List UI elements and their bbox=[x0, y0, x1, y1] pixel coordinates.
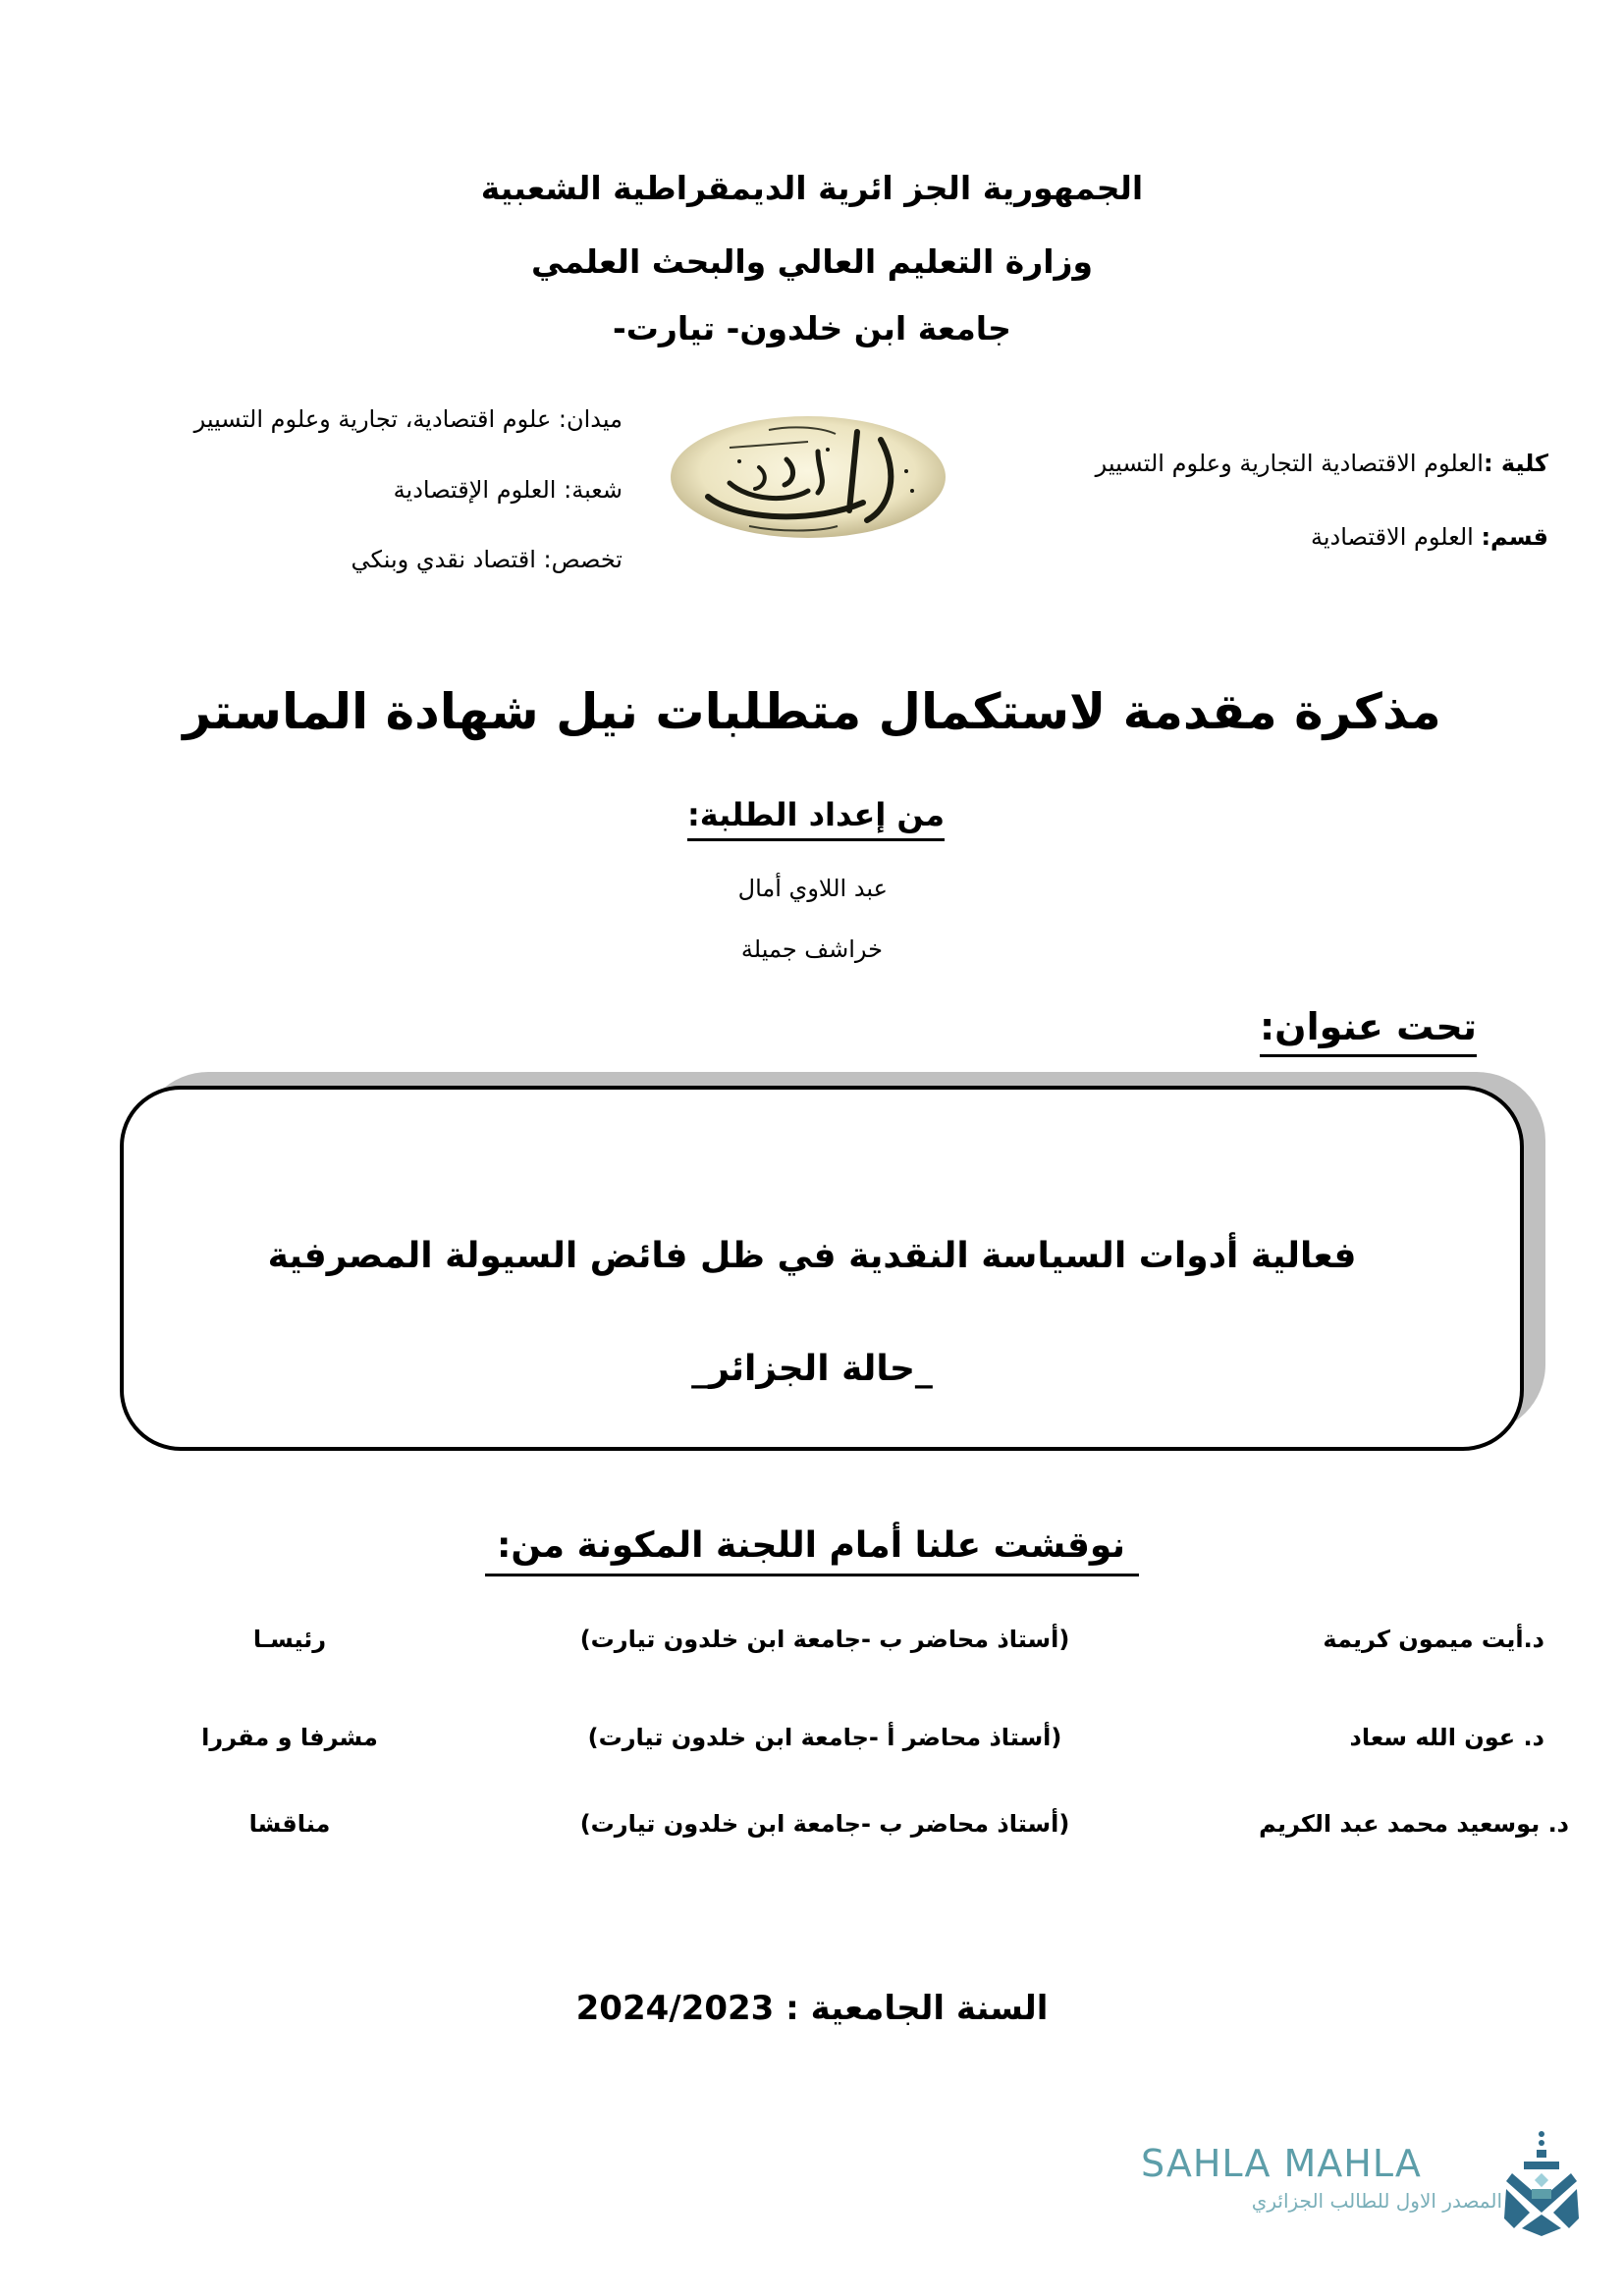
university-name: جامعة ابن خلدون- تيارت- bbox=[613, 309, 1011, 347]
member-name: د. بوسعيد محمد عبد الكريم bbox=[1259, 1810, 1569, 1838]
faculty-info bbox=[1096, 447, 1548, 480]
sahla-mahla-emblem-icon bbox=[1502, 2130, 1581, 2238]
students-heading-text: من إعداد الطلبة: bbox=[687, 793, 945, 841]
branch-label: شعبة: bbox=[564, 476, 623, 504]
field-label: ميدان: bbox=[558, 405, 623, 433]
member-rank: (أستاذ محاضر ب -جامعة ابن خلدون تيارت) bbox=[579, 1810, 1070, 1838]
specialty-info bbox=[351, 543, 623, 576]
specialty-value: اقتصاد نقدي وبنكي bbox=[351, 546, 544, 573]
department-label: قسم: bbox=[1481, 523, 1548, 551]
sahla-mahla-watermark bbox=[1129, 2130, 1581, 2238]
memoir-title: مذكرة مقدمة لاستكمال متطلبات نيل شهادة الماستر bbox=[183, 683, 1441, 740]
member-role: مشرفا و مقررا bbox=[201, 1724, 378, 1751]
department-value: العلوم الاقتصادية bbox=[1310, 523, 1482, 551]
member-role: رئيسـا bbox=[252, 1626, 327, 1653]
member-name: د. عون الله سعاد bbox=[1349, 1724, 1544, 1751]
academic-year bbox=[0, 1985, 1624, 2032]
faculty-label: كلية : bbox=[1483, 450, 1548, 477]
branch-info bbox=[394, 473, 623, 507]
department-info bbox=[1311, 520, 1548, 554]
committee-member-row bbox=[0, 1806, 1624, 1845]
thesis-heading bbox=[1260, 1001, 1477, 1057]
student-name: عبد اللاوي أمال bbox=[737, 875, 888, 902]
field-info bbox=[194, 402, 623, 436]
member-name: د.أيت ميمون كريمة bbox=[1323, 1626, 1544, 1653]
committee-heading bbox=[0, 1522, 1624, 1576]
committee-member-row bbox=[0, 1720, 1624, 1759]
member-rank: (أستاذ محاضر أ -جامعة ابن خلدون تيارت) bbox=[587, 1724, 1062, 1751]
academic-year-value: 2024/2023 bbox=[575, 1989, 775, 2028]
thesis-title-line-2: _حالة الجزائر_ bbox=[691, 1349, 933, 1389]
brand-tagline: المصدر الاول للطالب الجزائري bbox=[1251, 2189, 1502, 2213]
ministry-name: وزارة التعليم العالي والبحث العلمي bbox=[530, 242, 1094, 281]
brand-name: SAHLA MAHLA bbox=[1141, 2142, 1422, 2185]
committee-member-row bbox=[0, 1622, 1624, 1661]
faculty-value: العلوم الاقتصادية التجارية وعلوم التسيير bbox=[1095, 450, 1484, 477]
students-heading bbox=[0, 793, 1624, 841]
thesis-heading-text: تحت عنوان: bbox=[1260, 1001, 1477, 1057]
committee-heading-text: نوقشت علنا أمام اللجنة المكونة من: bbox=[485, 1522, 1139, 1576]
thesis-title-line-1: فعالية أدوات السياسة النقدية في ظل فائض السيولة المصرفية bbox=[267, 1236, 1357, 1276]
branch-value: العلوم الإقتصادية bbox=[393, 476, 565, 504]
academic-year-label: السنة الجامعية : bbox=[774, 1989, 1049, 2028]
specialty-label: تخصص: bbox=[543, 546, 623, 573]
student-name: خراشف جميلة bbox=[740, 935, 883, 963]
university-seal-icon bbox=[671, 412, 946, 540]
member-role: مناقشا bbox=[248, 1810, 331, 1838]
member-rank: (أستاذ محاضر ب -جامعة ابن خلدون تيارت) bbox=[579, 1626, 1070, 1653]
republic-name: الجمهورية الجز ائرية الديمقراطية الشعبية bbox=[480, 169, 1144, 207]
field-value: علوم اقتصادية، تجارية وعلوم التسيير bbox=[193, 405, 559, 433]
